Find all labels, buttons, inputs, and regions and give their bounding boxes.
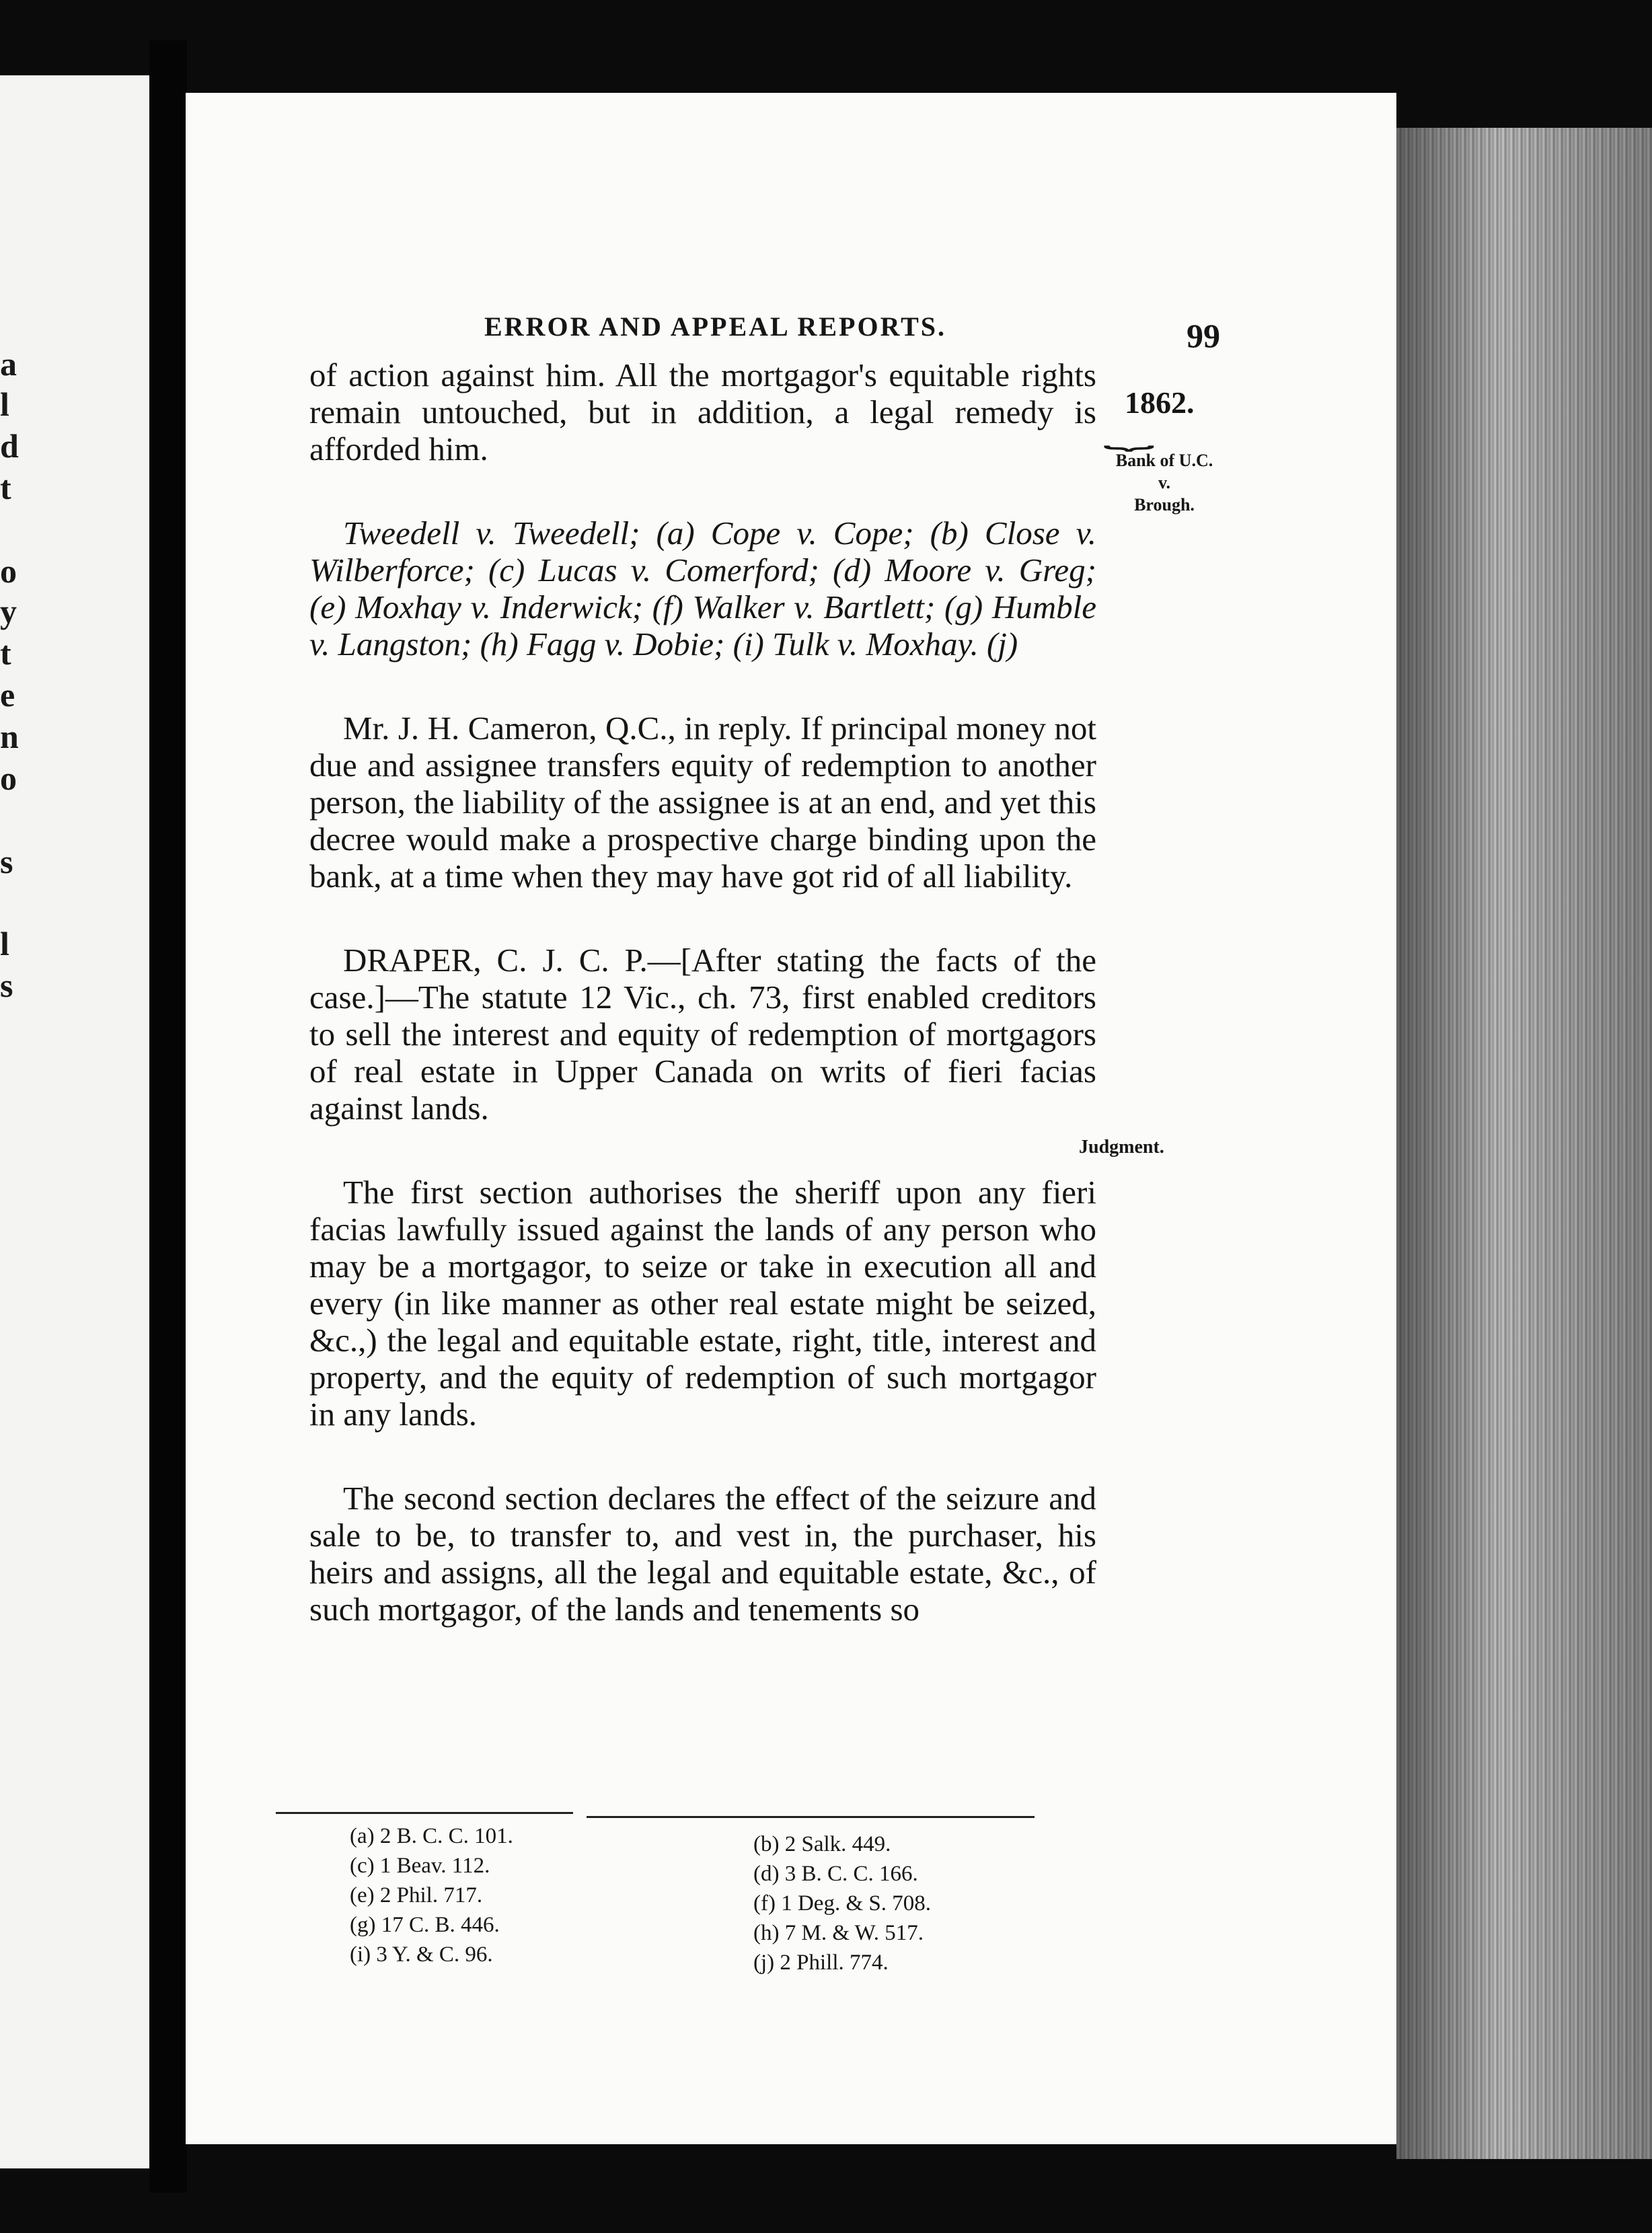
paragraph-first-section: The first section authorises the sheriff upon any fieri facias lawfully issued against the lands of any person who may be a mortgagor, to seize or take in execution all and every (in like manner as other real estate might be seized, &c.,) the legal and equitable estate, right, title, interest and property, and the equity of redemption of such mortgagor in any lands. [309, 1174, 1096, 1433]
margin-case-top: Bank of U.C. [1115, 451, 1213, 470]
running-head: ERROR AND APPEAL REPORTS. [484, 311, 947, 342]
paragraph-citations: Tweedell v. Tweedell; (a) Cope v. Cope; (b) Close v. Wilberforce; (c) Lucas v. Comerford; (d) Moore v. Greg; (e) Moxhay v. Inderwick; (f) Walker v. Bartlett; (g) Humble v. Langston; (h) Fagg v. Dobie; (i) Tulk v. Moxhay. (j) [309, 515, 1096, 663]
left-fragment: y [0, 593, 17, 630]
left-fragment: e [0, 676, 15, 714]
left-fragment: d [0, 427, 19, 465]
margin-case-mid: v. [1158, 473, 1171, 492]
footnote: (f) 1 Deg. & S. 708. [753, 1891, 931, 1916]
left-fragment: o [0, 552, 17, 590]
footnote: (g) 17 C. B. 446. [350, 1913, 500, 1937]
margin-case-name [1100, 449, 1228, 516]
footnote-rule [276, 1812, 573, 1814]
left-fragment: l [0, 925, 9, 962]
footnotes-right [753, 1829, 931, 1977]
paragraph-judgment-opening: DRAPER, C. J. C. P.—[After stating the facts of the case.]—The statute 12 Vic., ch. 73, first enabled creditors to sell the interest and equity of redemption of mortgagors of real estate in Upper Canada on writs of fieri facias against lands. [309, 942, 1096, 1127]
paragraph-reply: Mr. J. H. Cameron, Q.C., in reply. If principal money not due and assignee transfers equity of redemption to another person, the liability of the assignee is at an end, and yet this decree would make a prospective charge binding upon the bank, at a time when they may have got rid of all liability. [309, 710, 1096, 895]
paragraph-continuation: of action against him. All the mortgagor's equitable rights remain untouched, but in addition, a legal remedy is afforded him. [309, 356, 1096, 467]
margin-judgment: Judgment. [1079, 1137, 1164, 1158]
left-fragment: s [0, 967, 13, 1004]
footnote: (d) 3 B. C. C. 166. [753, 1862, 918, 1886]
left-fragment: o [0, 759, 17, 797]
body-text [309, 356, 1096, 1628]
margin-year: 1862. [1125, 385, 1195, 420]
adjacent-page-edge [0, 75, 149, 2168]
footnote: (i) 3 Y. & C. 96. [350, 1942, 493, 1967]
left-fragment: a [0, 345, 17, 383]
left-fragment: t [0, 469, 11, 506]
left-fragment: l [0, 385, 9, 423]
footnote: (e) 2 Phil. 717. [350, 1883, 483, 1907]
footnote-rule [587, 1816, 1035, 1818]
footnote: (h) 7 M. & W. 517. [753, 1921, 924, 1945]
page-number: 99 [1187, 317, 1220, 354]
footnotes-left [350, 1821, 513, 1969]
left-fragment: n [0, 718, 19, 755]
footnote: (b) 2 Salk. 449. [753, 1832, 891, 1856]
footnote: (j) 2 Phill. 774. [753, 1951, 889, 1975]
footnote: (a) 2 B. C. C. 101. [350, 1824, 513, 1848]
left-fragment: s [0, 843, 13, 880]
footnote: (c) 1 Beav. 112. [350, 1854, 490, 1878]
left-fragment: t [0, 634, 11, 672]
margin-brace: ⏟ [1103, 419, 1155, 449]
margin-case-bottom: Brough. [1134, 495, 1195, 515]
page-stack-shade [1396, 128, 1652, 2159]
paragraph-second-section: The second section declares the effect of the seizure and sale to be, to transfer to, and vest in, the purchaser, his heirs and assigns, all the legal and equitable estate, &c., of such mortgagor, of the lands and tenements so [309, 1480, 1096, 1628]
book-gutter [149, 40, 187, 2193]
